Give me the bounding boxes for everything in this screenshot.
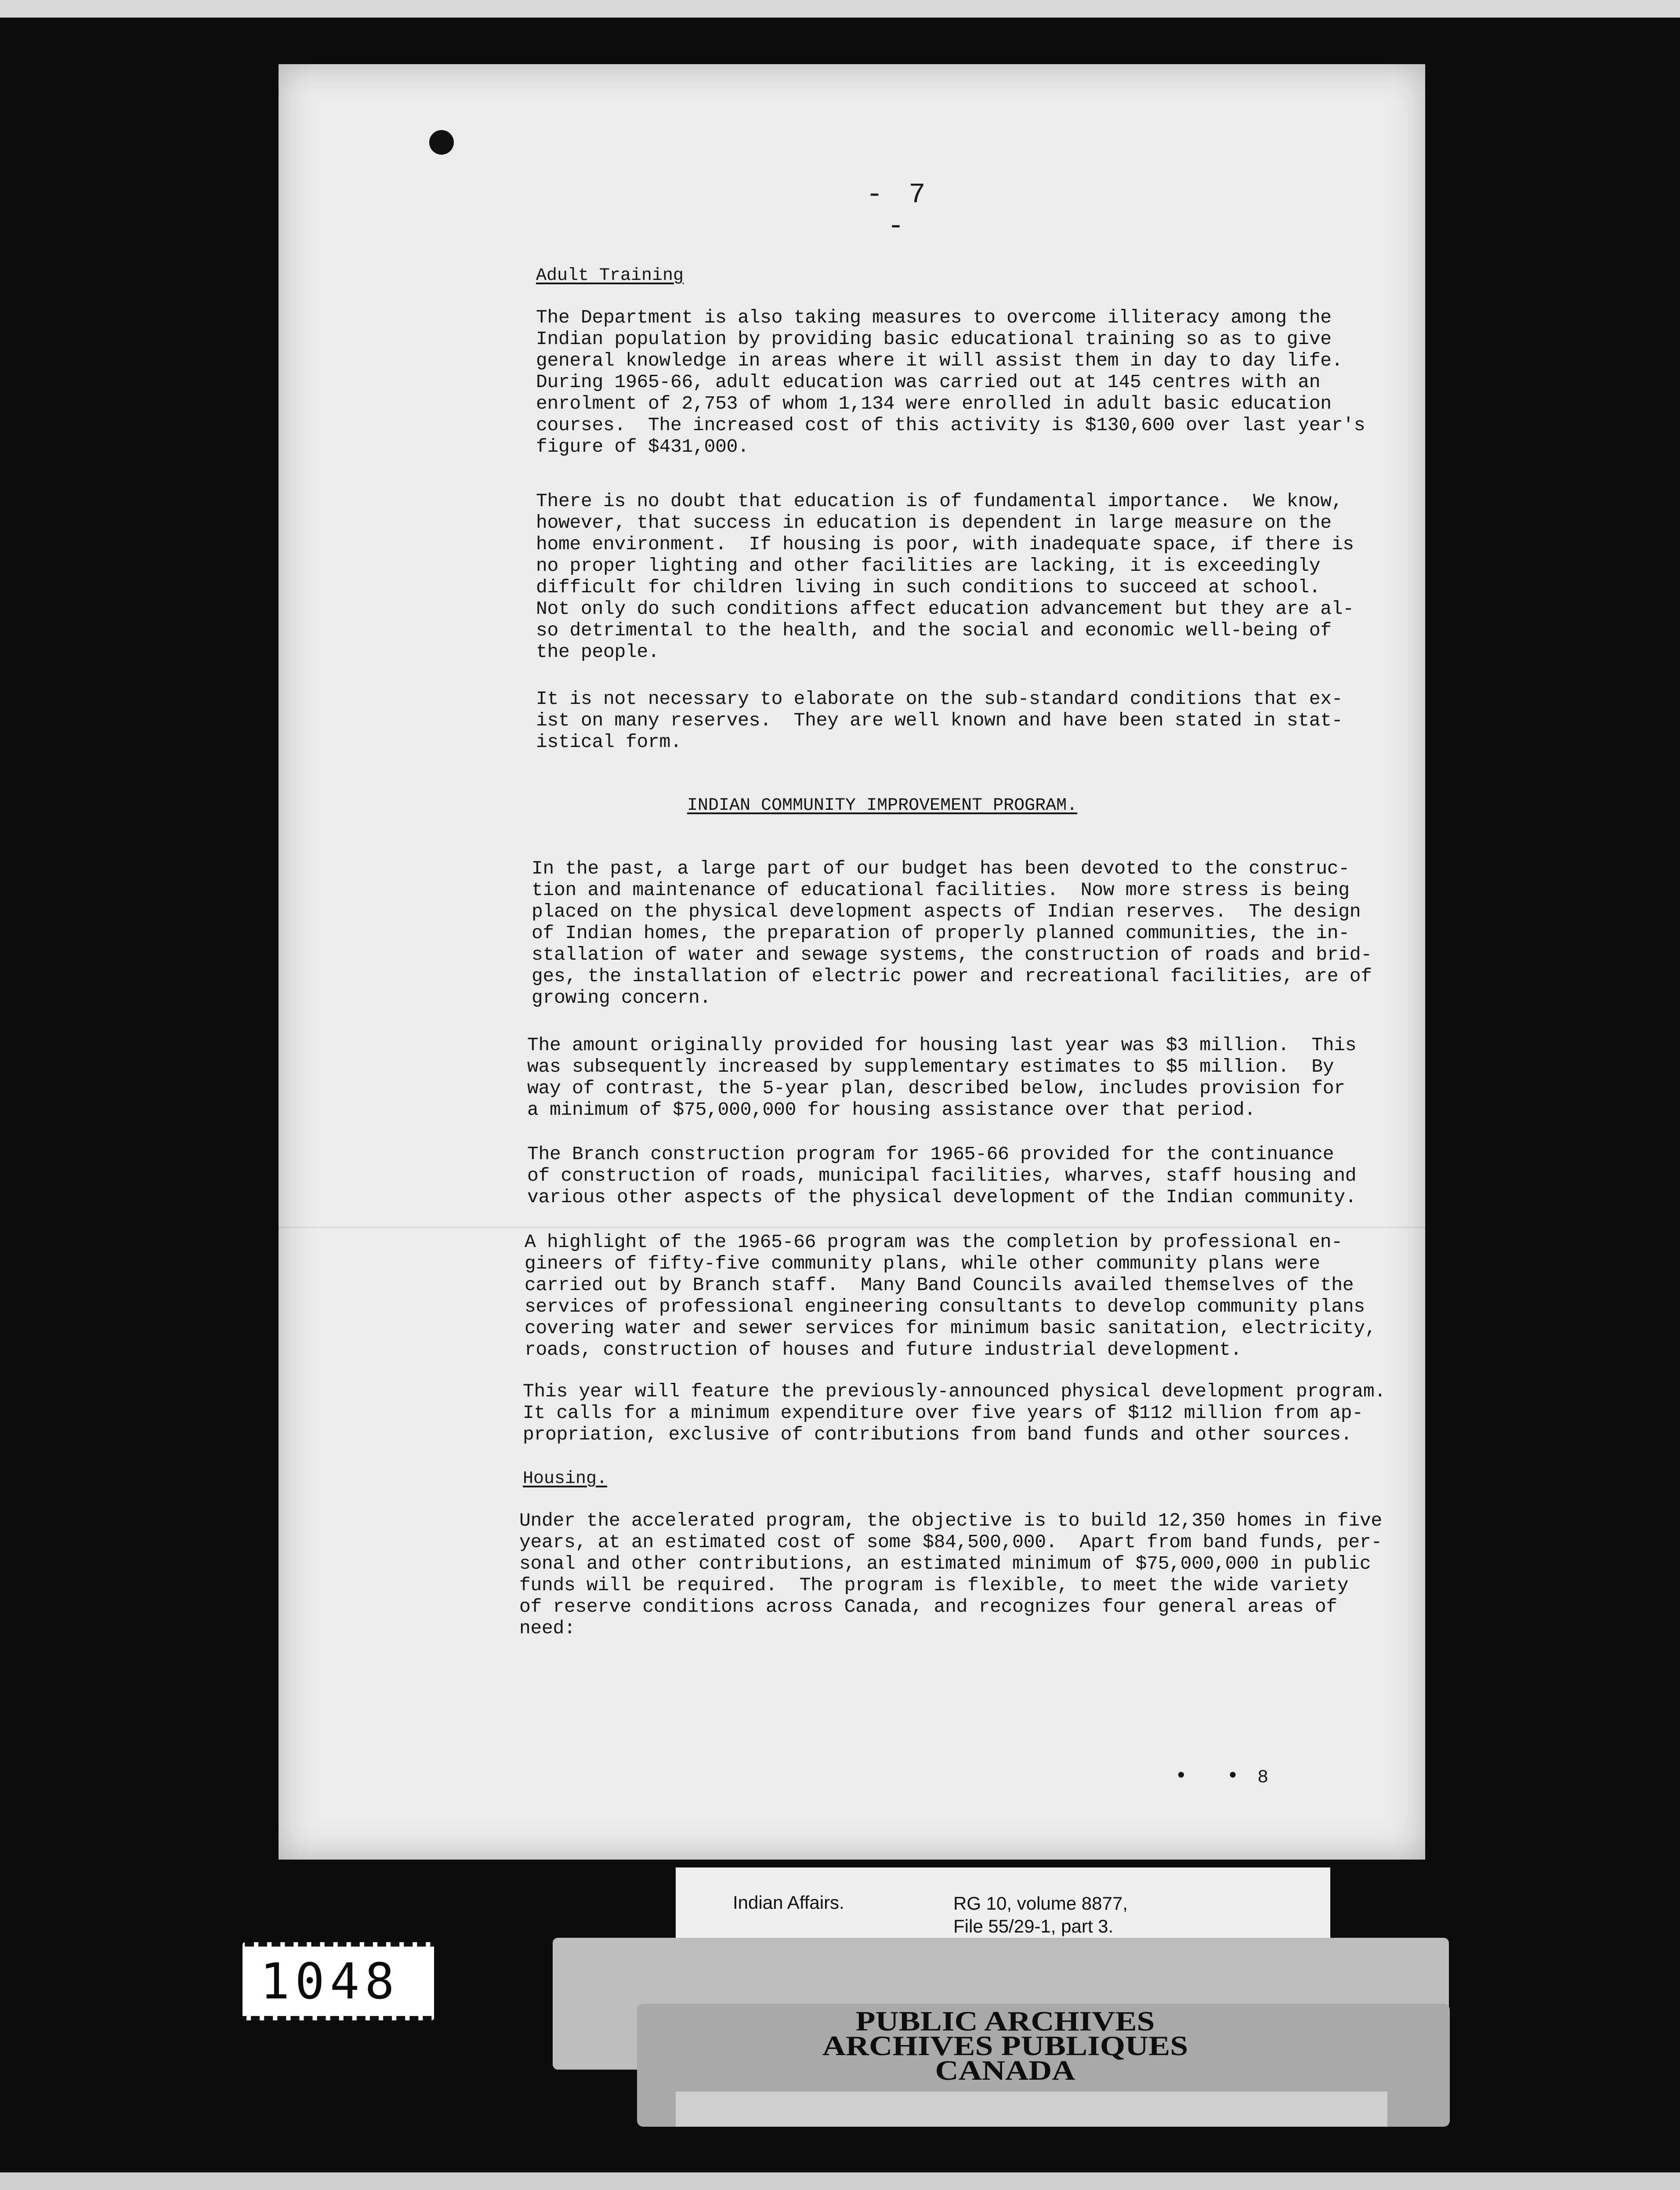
document-page: [279, 64, 1425, 1860]
paragraph-community-3: The Branch construction program for 1965-66 provided for the continuance of construction of roads, municipal facilities, wharves, staff housing and various other aspects of the physical development of the Indian community.: [527, 1143, 1357, 1208]
next-page-marker: 8: [1257, 1767, 1269, 1788]
stamp-base-strip: [676, 2092, 1387, 2127]
paragraph-community-5: This year will feature the previously-announced physical development program. It calls for a minimum expenditure over five years of $112 million from ap- propriation, exclusive of contributions from band funds and other sources.: [523, 1381, 1386, 1445]
archive-label-fonds: Indian Affairs.: [733, 1892, 844, 1913]
paragraph-community-2: The amount originally provided for housing last year was $3 million. This was subsequently increased by supplementary estimates to $5 million. By way of contrast, the 5-year plan, described below, includes provision for a minimum of $75,000,000 for housing assistance over that period.: [527, 1034, 1357, 1120]
paragraph-community-1: In the past, a large part of our budget has been devoted to the construc- tion and maintenance of educational facilities. Now more stress is being placed on the physical development aspects of Indian reserves. The design of Indian homes, the preparation of properly planned communities, the in- stallation of water and sewage systems, the construction of roads and brid- ges, the installation of electric power and recreational facilities, are of growing concern.: [532, 858, 1372, 1008]
heading-community-improvement: INDIAN COMMUNITY IMPROVEMENT PROGRAM.: [687, 796, 1078, 816]
punch-hole: [429, 130, 454, 155]
stamp-line-2: ARCHIVES PUBLIQUES: [822, 2030, 1188, 2061]
page-number: - 7 -: [866, 179, 930, 243]
paragraph-adult-training-3: It is not necessary to elaborate on the sub-standard conditions that ex- ist on many reserves. They are well known and have been stated in stat- istical form.: [536, 688, 1343, 753]
film-edge-bottom: [0, 2172, 1680, 2190]
page-fold-line: [279, 1227, 1425, 1228]
stamp-line-1: PUBLIC ARCHIVES: [855, 2005, 1155, 2037]
film-edge-top: [0, 0, 1680, 18]
frame-counter: [243, 1942, 434, 2020]
paragraph-housing-1: Under the accelerated program, the objective is to build 12,350 homes in five years, at an estimated cost of some $84,500,000. Apart from band funds, per- sonal and other contributions, an estimated minimum of $75,000,000 in public funds will be required. The program is flexible, to meet the wide variety of reserve conditions across Canada, and recognizes four general areas of need:: [519, 1510, 1382, 1639]
stamp-line-3: CANADA: [935, 2055, 1075, 2086]
archives-stamp-text: [663, 2005, 1348, 2086]
paragraph-adult-training-1: The Department is also taking measures to overcome illiteracy among the Indian population by providing basic educational training so as to give general knowledge in areas where it will assist them in day to day life. During 1965-66, adult education was carried out at 145 centres with an enrolment of 2,753 of whom 1,134 were enrolled in adult basic education courses. The increased cost of this activity is $130,600 over last year's figure of $431,000.: [536, 307, 1365, 457]
heading-housing: Housing.: [523, 1469, 608, 1489]
archive-label-reference: RG 10, volume 8877, File 55/29-1, part 3.: [953, 1893, 1128, 1936]
paragraph-adult-training-2: There is no doubt that education is of fundamental importance. We know, however, that success in education is dependent in large measure on the home environment. If housing is poor, with inadequate space, if there is no proper lighting and other facilities are lacking, it is exceedingly difficult for children living in such conditions to succeed at school. Not only do such conditions affect education advancement but they are al- so detrimental to the health, and the social and economic well-being of the people.: [536, 490, 1354, 663]
heading-adult-training: Adult Training: [536, 266, 684, 286]
continuation-dots: • •: [1175, 1765, 1253, 1788]
paragraph-community-4: A highlight of the 1965-66 program was the completion by professional en- gineers of fifty-five community plans, while other community plans were carried out by Branch staff. Many Band Councils availed themselves of the services of professional engineering consultants to develop community plans covering water and sewer services for minimum basic sanitation, electricity, roads, construction of houses and future industrial development.: [525, 1231, 1376, 1360]
frame-counter-number: 1048: [260, 1953, 400, 2010]
